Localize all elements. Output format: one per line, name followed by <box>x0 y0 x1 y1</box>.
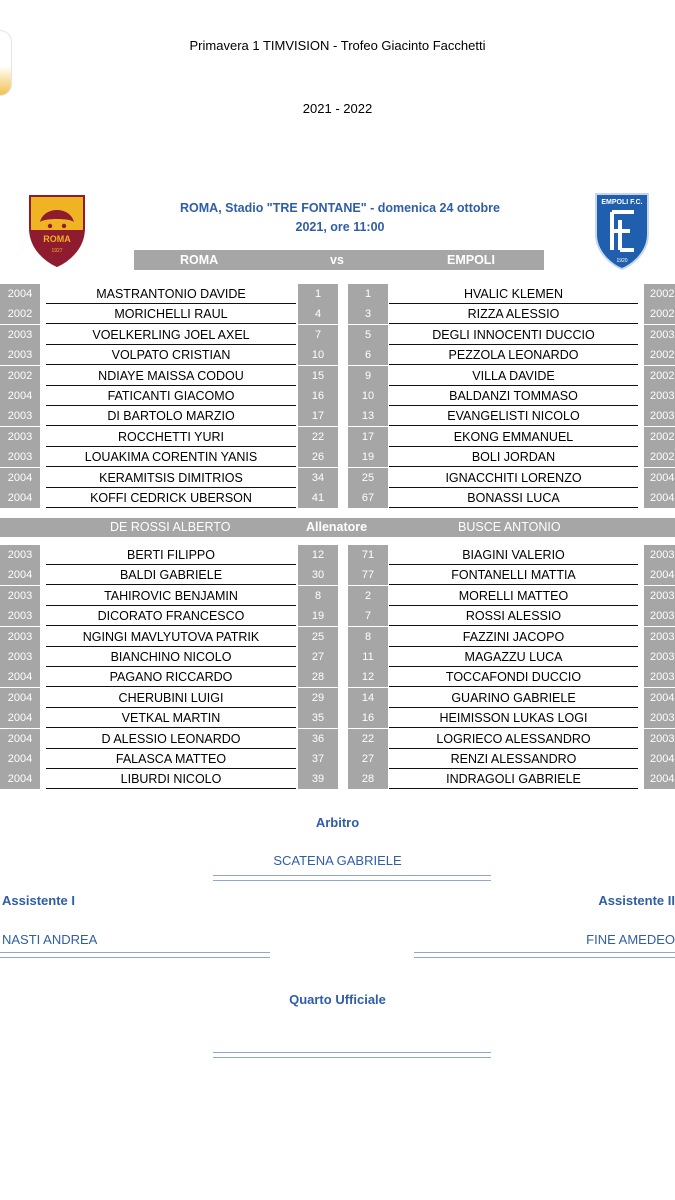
home-player-name: D ALESSIO LEONARDO <box>46 729 296 749</box>
home-birth-year: 2004 <box>0 386 40 406</box>
away-shirt-number: 13 <box>348 406 388 426</box>
away-player-name: FAZZINI JACOPO <box>389 627 638 647</box>
away-birth-year: 2004 <box>644 565 675 585</box>
home-player-name: NDIAYE MAISSA CODOU <box>46 366 296 386</box>
player-row <box>0 304 675 324</box>
home-birth-year: 2003 <box>0 647 40 667</box>
away-birth-year: 2003 <box>644 406 675 426</box>
player-row <box>0 406 675 426</box>
home-shirt-number: 30 <box>298 565 338 585</box>
player-row <box>0 427 675 447</box>
away-birth-year: 2003 <box>644 386 675 406</box>
referee-label: Arbitro <box>315 815 360 830</box>
home-birth-year: 2004 <box>0 667 40 687</box>
assistant1-label: Assistente I <box>2 893 75 908</box>
away-shirt-number: 22 <box>348 729 388 749</box>
home-shirt-number: 22 <box>298 427 338 447</box>
home-team-name: ROMA <box>180 253 219 267</box>
svg-text:1927: 1927 <box>51 248 63 254</box>
home-birth-year: 2003 <box>0 627 40 647</box>
home-birth-year: 2004 <box>0 749 40 769</box>
player-row <box>0 366 675 386</box>
home-player-name: PAGANO RICCARDO <box>46 667 296 687</box>
away-birth-year: 2003 <box>644 545 675 565</box>
home-shirt-number: 1 <box>298 284 338 304</box>
away-shirt-number: 19 <box>348 447 388 467</box>
away-player-name: BOLI JORDAN <box>389 447 638 467</box>
away-shirt-number: 9 <box>348 366 388 386</box>
away-player-name: EVANGELISTI NICOLO <box>389 406 638 426</box>
away-birth-year: 2004 <box>644 468 675 488</box>
home-birth-year: 2004 <box>0 468 40 488</box>
home-player-name: BIANCHINO NICOLO <box>46 647 296 667</box>
home-birth-year: 2004 <box>0 769 40 789</box>
home-birth-year: 2004 <box>0 284 40 304</box>
season-label: 2021 - 2022 <box>302 101 373 116</box>
away-birth-year: 2003 <box>644 708 675 728</box>
home-shirt-number: 17 <box>298 406 338 426</box>
home-player-name: FATICANTI GIACOMO <box>46 386 296 406</box>
away-shirt-number: 8 <box>348 627 388 647</box>
home-player-name: KOFFI CEDRICK UBERSON <box>46 488 296 508</box>
away-team-name: EMPOLI <box>447 253 495 267</box>
home-birth-year: 2003 <box>0 586 40 606</box>
away-birth-year: 2004 <box>644 769 675 789</box>
home-player-name: NGINGI MAVLYUTOVA PATRIK <box>46 627 296 647</box>
player-row <box>0 667 675 687</box>
home-shirt-number: 12 <box>298 545 338 565</box>
player-row <box>0 749 675 769</box>
home-birth-year: 2003 <box>0 606 40 626</box>
away-birth-year: 2002 <box>644 284 675 304</box>
away-player-name: MAGAZZU LUCA <box>389 647 638 667</box>
player-row <box>0 488 675 508</box>
assistant1-line <box>0 952 270 958</box>
player-row <box>0 586 675 606</box>
away-birth-year: 2002 <box>644 366 675 386</box>
player-row <box>0 447 675 467</box>
away-player-name: MORELLI MATTEO <box>389 586 638 606</box>
home-player-name: CHERUBINI LUIGI <box>46 688 296 708</box>
home-shirt-number: 16 <box>298 386 338 406</box>
away-shirt-number: 17 <box>348 427 388 447</box>
assistant1-name: NASTI ANDREA <box>2 932 98 947</box>
away-player-name: RENZI ALESSANDRO <box>389 749 638 769</box>
away-shirt-number: 28 <box>348 769 388 789</box>
away-player-name: FONTANELLI MATTIA <box>389 565 638 585</box>
home-player-name: VOLPATO CRISTIAN <box>46 345 296 365</box>
empoli-logo <box>592 190 652 270</box>
away-birth-year: 2003 <box>644 647 675 667</box>
away-player-name: RIZZA ALESSIO <box>389 304 638 324</box>
away-player-name: VILLA DAVIDE <box>389 366 638 386</box>
fourth-official-label: Quarto Ufficiale <box>289 992 386 1007</box>
away-player-name: PEZZOLA LEONARDO <box>389 345 638 365</box>
player-row <box>0 545 675 565</box>
home-player-name: BERTI FILIPPO <box>46 545 296 565</box>
away-shirt-number: 77 <box>348 565 388 585</box>
away-shirt-number: 10 <box>348 386 388 406</box>
coach-label: Allenatore <box>306 520 368 534</box>
away-birth-year: 2003 <box>644 586 675 606</box>
teams-header-bar <box>134 250 544 270</box>
home-birth-year: 2003 <box>0 427 40 447</box>
away-player-name: TOCCAFONDI DUCCIO <box>389 667 638 687</box>
away-birth-year: 2004 <box>644 749 675 769</box>
home-shirt-number: 29 <box>298 688 338 708</box>
home-player-name: LIBURDI NICOLO <box>46 769 296 789</box>
roma-logo <box>26 192 88 268</box>
away-shirt-number: 2 <box>348 586 388 606</box>
home-player-name: MORICHELLI RAUL <box>46 304 296 324</box>
away-coach: BUSCE ANTONIO <box>458 520 561 534</box>
home-player-name: VOELKERLING JOEL AXEL <box>46 325 296 345</box>
away-birth-year: 2003 <box>644 627 675 647</box>
away-shirt-number: 67 <box>348 488 388 508</box>
home-player-name: DI BARTOLO MARZIO <box>46 406 296 426</box>
home-birth-year: 2004 <box>0 729 40 749</box>
player-row <box>0 468 675 488</box>
referee-line <box>213 875 491 881</box>
home-shirt-number: 27 <box>298 647 338 667</box>
away-birth-year: 2002 <box>644 345 675 365</box>
home-birth-year: 2004 <box>0 488 40 508</box>
away-shirt-number: 16 <box>348 708 388 728</box>
home-birth-year: 2003 <box>0 406 40 426</box>
away-player-name: DEGLI INNOCENTI DUCCIO <box>389 325 638 345</box>
away-player-name: BIAGINI VALERIO <box>389 545 638 565</box>
home-player-name: ROCCHETTI YURI <box>46 427 296 447</box>
player-row <box>0 769 675 789</box>
away-birth-year: 2004 <box>644 688 675 708</box>
home-player-name: BALDI GABRIELE <box>46 565 296 585</box>
home-shirt-number: 34 <box>298 468 338 488</box>
away-player-name: BALDANZI TOMMASO <box>389 386 638 406</box>
venue-line-2: 2021, ore 11:00 <box>295 220 385 234</box>
home-player-name: TAHIROVIC BENJAMIN <box>46 586 296 606</box>
away-birth-year: 2003 <box>644 606 675 626</box>
home-shirt-number: 19 <box>298 606 338 626</box>
player-row <box>0 606 675 626</box>
home-shirt-number: 8 <box>298 586 338 606</box>
home-birth-year: 2002 <box>0 366 40 386</box>
away-player-name: IGNACCHITI LORENZO <box>389 468 638 488</box>
assistant2-line <box>414 952 675 958</box>
fourth-official-line <box>213 1052 491 1058</box>
home-birth-year: 2002 <box>0 304 40 324</box>
home-shirt-number: 36 <box>298 729 338 749</box>
away-player-name: EKONG EMMANUEL <box>389 427 638 447</box>
home-birth-year: 2004 <box>0 565 40 585</box>
assistant2-label: Assistente II <box>598 893 675 908</box>
venue-line-1: ROMA, Stadio "TRE FONTANE" - domenica 24 ottobre <box>180 201 500 215</box>
home-birth-year: 2003 <box>0 325 40 345</box>
away-shirt-number: 5 <box>348 325 388 345</box>
empoli-logo-text: EMPOLI F.C. <box>601 199 643 206</box>
away-birth-year: 2002 <box>644 447 675 467</box>
player-row <box>0 345 675 365</box>
away-birth-year: 2004 <box>644 488 675 508</box>
home-birth-year: 2003 <box>0 545 40 565</box>
home-shirt-number: 15 <box>298 366 338 386</box>
away-player-name: HVALIC KLEMEN <box>389 284 638 304</box>
home-birth-year: 2004 <box>0 688 40 708</box>
home-shirt-number: 28 <box>298 667 338 687</box>
home-birth-year: 2003 <box>0 345 40 365</box>
player-row <box>0 386 675 406</box>
away-shirt-number: 3 <box>348 304 388 324</box>
away-shirt-number: 14 <box>348 688 388 708</box>
away-birth-year: 2003 <box>644 325 675 345</box>
player-row <box>0 325 675 345</box>
away-player-name: INDRAGOLI GABRIELE <box>389 769 638 789</box>
home-birth-year: 2004 <box>0 708 40 728</box>
away-player-name: GUARINO GABRIELE <box>389 688 638 708</box>
player-row <box>0 688 675 708</box>
assistant2-name: FINE AMEDEO <box>586 932 675 947</box>
home-shirt-number: 10 <box>298 345 338 365</box>
home-player-name: LOUAKIMA CORENTIN YANIS <box>46 447 296 467</box>
away-player-name: LOGRIECO ALESSANDRO <box>389 729 638 749</box>
home-birth-year: 2003 <box>0 447 40 467</box>
match-venue <box>130 199 550 237</box>
away-birth-year: 2002 <box>644 304 675 324</box>
away-shirt-number: 7 <box>348 606 388 626</box>
player-row <box>0 647 675 667</box>
roma-logo-text: ROMA <box>43 234 71 244</box>
home-shirt-number: 25 <box>298 627 338 647</box>
home-coach: DE ROSSI ALBERTO <box>110 520 231 534</box>
coaches-bar <box>0 518 675 537</box>
away-shirt-number: 71 <box>348 545 388 565</box>
player-row <box>0 284 675 304</box>
away-shirt-number: 25 <box>348 468 388 488</box>
away-shirt-number: 12 <box>348 667 388 687</box>
home-player-name: VETKAL MARTIN <box>46 708 296 728</box>
player-row <box>0 729 675 749</box>
home-shirt-number: 37 <box>298 749 338 769</box>
away-birth-year: 2003 <box>644 729 675 749</box>
player-row <box>0 565 675 585</box>
home-shirt-number: 41 <box>298 488 338 508</box>
away-shirt-number: 1 <box>348 284 388 304</box>
vs-label: vs <box>330 253 344 267</box>
away-player-name: ROSSI ALESSIO <box>389 606 638 626</box>
away-player-name: BONASSI LUCA <box>389 488 638 508</box>
home-player-name: MASTRANTONIO DAVIDE <box>46 284 296 304</box>
away-shirt-number: 11 <box>348 647 388 667</box>
player-row <box>0 627 675 647</box>
home-player-name: DICORATO FRANCESCO <box>46 606 296 626</box>
away-shirt-number: 6 <box>348 345 388 365</box>
home-player-name: KERAMITSIS DIMITRIOS <box>46 468 296 488</box>
away-birth-year: 2002 <box>644 427 675 447</box>
home-player-name: FALASCA MATTEO <box>46 749 296 769</box>
away-player-name: HEIMISSON LUKAS LOGI <box>389 708 638 728</box>
referee-name: SCATENA GABRIELE <box>273 853 402 868</box>
away-birth-year: 2003 <box>644 667 675 687</box>
home-shirt-number: 7 <box>298 325 338 345</box>
league-title: Primavera 1 TIMVISION - Trofeo Giacinto Facchetti <box>189 38 486 53</box>
player-row <box>0 708 675 728</box>
svg-text:1920: 1920 <box>616 258 628 264</box>
away-shirt-number: 27 <box>348 749 388 769</box>
home-shirt-number: 35 <box>298 708 338 728</box>
home-shirt-number: 26 <box>298 447 338 467</box>
home-shirt-number: 4 <box>298 304 338 324</box>
home-shirt-number: 39 <box>298 769 338 789</box>
